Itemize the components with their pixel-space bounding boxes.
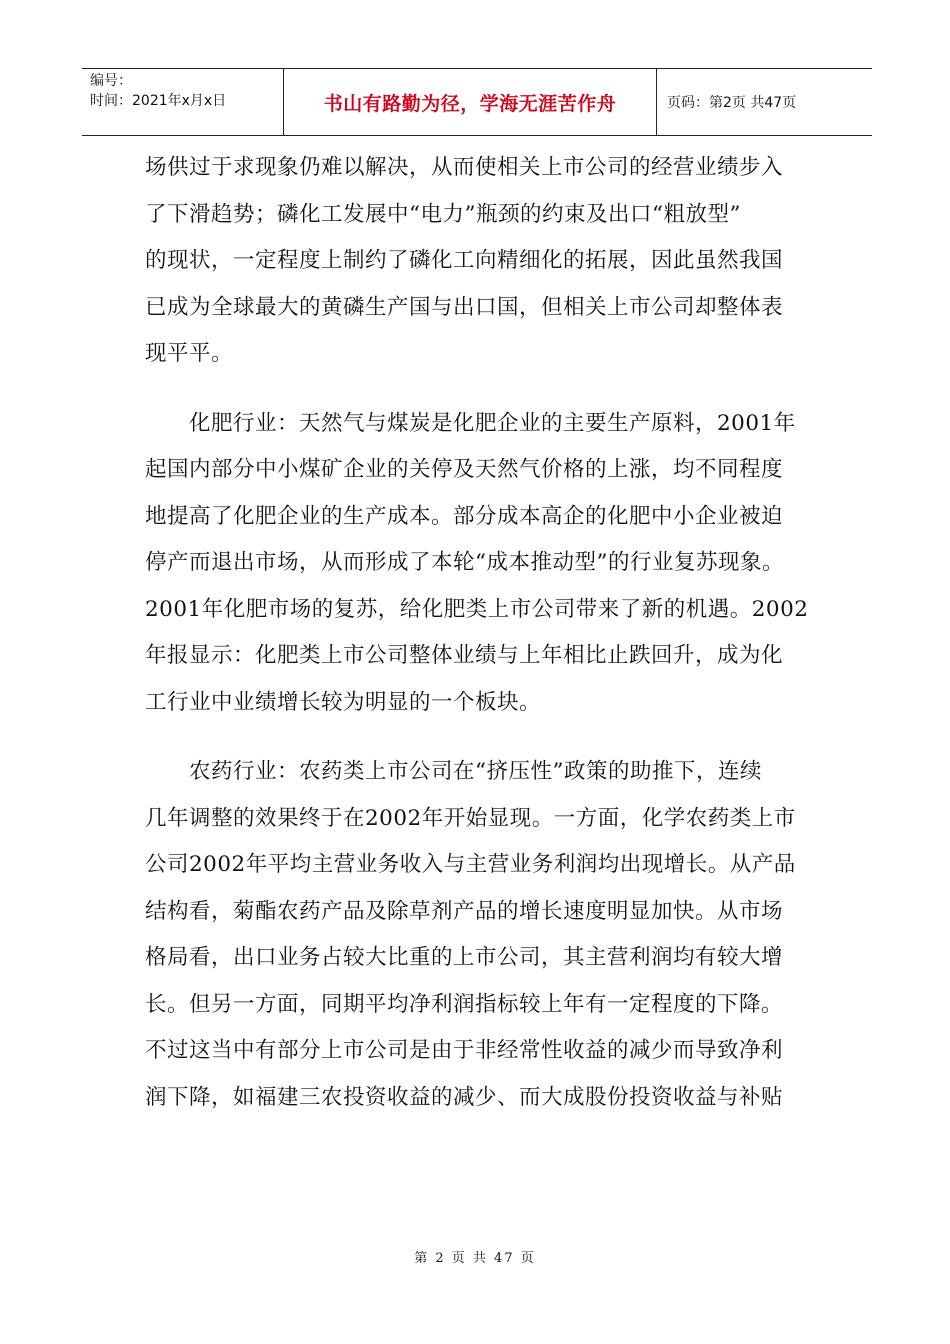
paragraph-line: 现平平。 [145,341,234,366]
document-body [145,145,815,1144]
header-motto: 书山有路勤为径，学海无涯苦作舟 [284,69,657,135]
document-header [82,68,872,136]
paragraph-line: 了下滑趋势；磷化工发展中“电力”瓶颈的约束及出口“粗放型” [145,201,741,227]
paragraph-line: 已成为全球最大的黄磷生产国与出口国，但相关上市公司却整体表 [145,294,784,320]
paragraph-line: 起国内部分中小煤矿企业的关停及天然气价格的上涨，均不同程度 [145,457,784,482]
document-number-label: 编号： [90,73,132,89]
paragraph-line: 格局看，出口业务占较大比重的上市公司，其主营利润均有较大增 [145,945,784,970]
paragraph-line: 结构看，菊酯农药产品及除草剂产品的增长速度明显加快。从市场 [145,898,784,924]
paragraph-line: 场供过于求现象仍难以解决，从而使相关上市公司的经营业绩步入 [145,155,784,180]
page-footer: 第 2 页 共 47 页 [414,1251,536,1266]
paragraph-line: 2001年化肥市场的复苏，给化肥类上市公司带来了新的机遇。2002 [145,596,809,622]
paragraph-line: 农药行业：农药类上市公司在“挤压性”政策的助推下，连续 [189,759,762,784]
document-date-label: 时间：2021年x月x日 [90,93,227,109]
paragraph-line: 停产而退出市场，从而形成了本轮“成本推动型”的行业复苏现象。 [145,550,784,575]
paragraph-line: 几年调整的效果终于在2002年开始显现。一方面，化学农药类上市 [145,805,796,831]
paragraph-line: 化肥行业：天然气与煤炭是化肥企业的主要生产原料，2001年 [189,410,796,436]
paragraph-phosphorus [145,145,815,378]
paragraph-line: 长。但另一方面，同期平均净利润指标较上年有一定程度的下降。 [145,991,784,1017]
header-meta [82,69,284,135]
header-page-info: 页码：第2页 共47页 [667,95,797,111]
paragraph-pesticide [145,749,815,1121]
paragraph-line: 公司2002年平均主营业务收入与主营业务利润均出现增长。从产品 [145,852,796,877]
paragraph-line: 不过这当中有部分上市公司是由于非经常性收益的减少而导致净利 [145,1038,784,1063]
paragraph-line: 工行业中业绩增长较为明显的一个板块。 [145,689,542,715]
paragraph-line: 的现状，一定程度上制约了磷化工向精细化的拓展，因此虽然我国 [145,248,784,273]
paragraph-line: 年报显示：化肥类上市公司整体业绩与上年相比止跌回升，成为化 [145,643,784,668]
paragraph-fertilizer [145,401,815,727]
paragraph-line: 润下降，如福建三农投资收益的减少、而大成股份投资收益与补贴 [145,1084,784,1110]
paragraph-line: 地提高了化肥企业的生产成本。部分成本高企的化肥中小企业被迫 [145,503,784,529]
